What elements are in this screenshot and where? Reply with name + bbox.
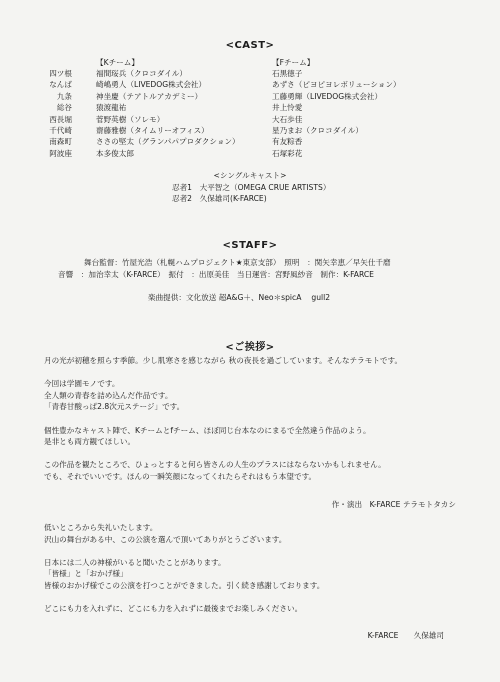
role-list (30, 68, 72, 159)
greeting-line: 今回は学園モノです。 (44, 379, 120, 389)
f-team-member: 工藤勇輝（LIVEDOG株式会社） (272, 91, 383, 101)
role-name: 西長堀 (49, 114, 72, 124)
k-team-list (96, 68, 240, 159)
role-name: 総谷 (56, 103, 72, 113)
k-team-header: 【Kチーム】 (96, 58, 139, 67)
staff-line: 音響 ：加治幸太（K-FARCE） 振付 ：出原美佳 当日運営：宮野風紗音 制作：K-FARCE (58, 270, 374, 279)
role-name: 南森町 (49, 137, 72, 147)
f-team-header: 【Fチーム】 (272, 58, 315, 67)
greeting-title: <ご挨拶> (225, 342, 275, 353)
staff-title: <STAFF> (222, 240, 278, 251)
greeting-line: 全人類の青春を詰め込んだ作品です。 (44, 390, 173, 400)
music-credit: 楽曲提供：文化放送 超A&G＋、Neo＊spicA gull2 (148, 293, 331, 302)
greeting-line: 日本には二人の神様がいると聞いたことがあります。 (44, 557, 226, 567)
single-cast-member: 忍者1 大平智之（OMEGA CRUE ARTISTS） (172, 183, 331, 192)
k-team-member: 猿渡龍祐 (96, 103, 127, 113)
signature-director: 作・演出 K-FARCE テラモトタカシ (331, 500, 456, 509)
staff-line: 舞台監督：竹屋光浩（札幌ハムプロジェクト★東京支部） 照明 ：関矢幸恵／早矢仕千磨 (84, 258, 391, 267)
k-team-member: ささの堅太（グランパパプロダクション） (96, 137, 240, 147)
greeting-line: 個性豊かなキャスト陣で、Kチームとfチーム、ほぼ同じ台本なのにまるで全然違う作品のよう。 (44, 425, 371, 435)
greeting-line: 低いところから失礼いたします。 (44, 523, 158, 532)
role-name: なんば (49, 80, 72, 90)
role-name: 四ツ根 (49, 69, 72, 78)
f-team-list (272, 68, 401, 159)
greeting-line: 月の光が初穂を照らす季節。少し肌寒さを感じながら 秋の夜長を過ごしています。そんなテラモトです。 (44, 356, 403, 365)
greeting-body-1 (44, 355, 484, 483)
role-name: 阿波座 (49, 148, 72, 158)
greeting-line: 是非とも両方観てほしい。 (44, 437, 136, 447)
f-team-member: 大石歩佳 (272, 114, 303, 124)
greeting-line: 沢山の舞台がある中、この公演を選んで頂いてありがとうございます。 (44, 534, 287, 544)
f-team-member: 有友粽香 (272, 137, 303, 147)
f-team-member: あずさ（ピヨピヨレボリューション） (272, 80, 401, 90)
f-team-member: 井上怜愛 (272, 103, 303, 113)
signature-producer: K-FARCE 久保雄司 (367, 631, 444, 640)
k-team-member: 菅野英樹（ソレモ） (96, 114, 165, 124)
role-name: 千代崎 (49, 126, 72, 136)
k-team-member: 神坐慶（テアトルアカデミー） (96, 91, 203, 101)
cast-title: <CAST> (225, 40, 275, 51)
f-team-member: 星乃まお（クロコダイル） (272, 126, 363, 136)
greeting-line: でも、それでいいです。ほんの一瞬笑顔になってくれたらそれはもう本望です。 (44, 471, 317, 481)
k-team-member: 本多俊太郎 (96, 148, 134, 158)
f-team-member: 石塚彩花 (272, 148, 303, 158)
f-team-member: 石黒徳子 (272, 69, 303, 78)
single-cast-header: <シングルキャスト> (213, 171, 287, 180)
single-cast-member: 忍者2 久保雄司(K-FARCE) (172, 194, 267, 203)
greeting-line: 皆様のおかげ様でこの公演を打つことができました。引く続き感謝しております。 (44, 580, 325, 590)
greeting-line: 「皆様」と「おかげ様」 (44, 569, 128, 579)
greeting-line: この作品を観たところで、ひょっとすると何ら皆さんの人生のプラスにはならないかもしれません。 (44, 460, 386, 470)
role-name: 九条 (56, 91, 72, 101)
greeting-line: 「青春甘酸っぱ2.8次元ステージ」です。 (44, 402, 185, 412)
k-team-member: 福間珱兵（クロコダイル） (96, 69, 187, 78)
greeting-body-2 (44, 522, 484, 615)
greeting-line: どこにも力を入れずに、どこにも力を入れずに最後までお楽しみください。 (44, 604, 303, 614)
k-team-member: 崎嶋勇人（LIVEDOG株式会社） (96, 80, 207, 90)
k-team-member: 齋藤雅樹（タイムリーオフィス） (96, 126, 209, 136)
